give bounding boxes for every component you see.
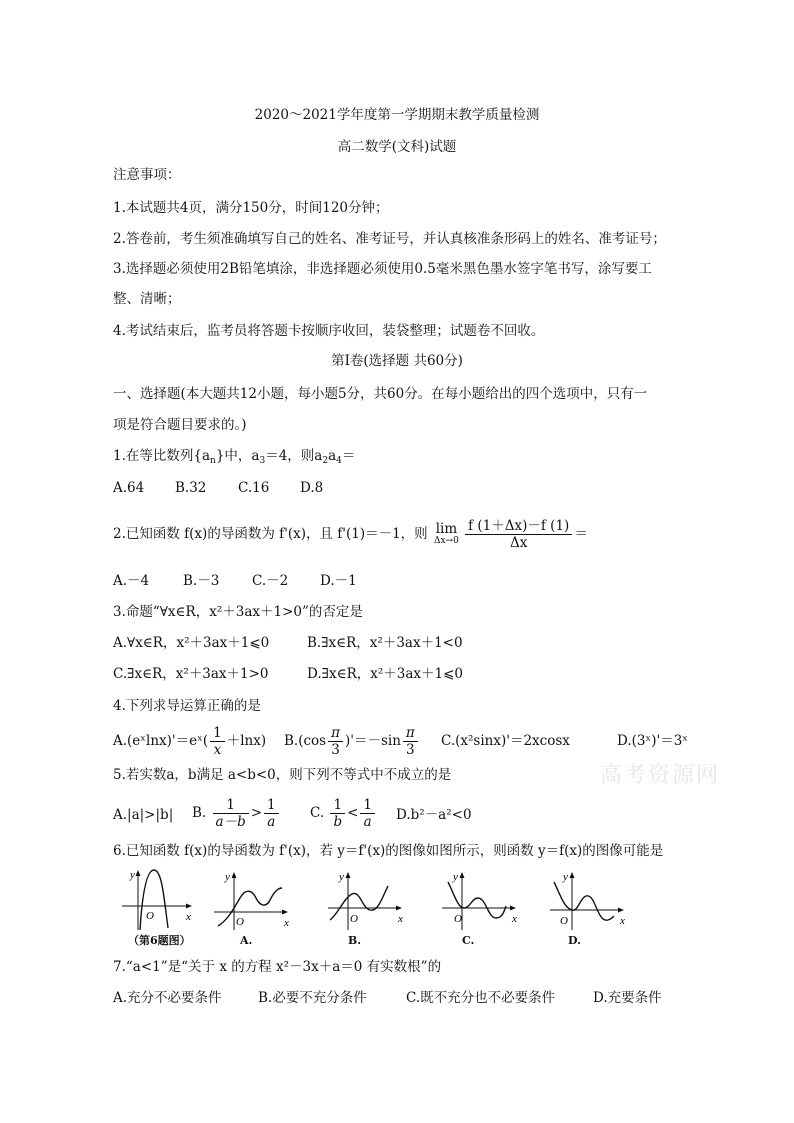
svg-text:x: x	[398, 913, 403, 925]
svg-text:y: y	[563, 871, 568, 883]
notice-item-4: 4.考试结束后，监考员将答题卡按顺序收回，装袋整理；试题卷不回收。	[113, 323, 545, 339]
svg-text:y: y	[453, 871, 458, 883]
svg-text:O: O	[350, 913, 358, 925]
q6-graph-a	[212, 868, 298, 932]
q5-option-c: C. $\frac{1}{b}$ < $\frac{1}{a}$	[310, 794, 377, 832]
q2-fraction: $\frac{f (1+\Delta x)-f (1)}{\Delta x}$	[465, 518, 572, 551]
question-2-stem: 2.已知函数 f(x)的导函数为 f'(x)，且 f'(1)＝－1，则 lim Δx→0 $\frac{f (1+\Delta x)-f (1)}{\Delta x}$ ＝	[113, 518, 588, 551]
q6-caption-d: D.	[568, 934, 581, 947]
question-4-stem: 4.下列求导运算正确的是	[113, 698, 261, 714]
limit-operator: lim Δx→0	[433, 520, 459, 546]
q2-option-a: A.－4	[113, 573, 150, 589]
svg-text:x: x	[512, 913, 517, 925]
q3-option-c: C.∃x∈R，x²＋3ax＋1>0	[113, 666, 269, 682]
q2-option-b: B.－3	[183, 573, 220, 589]
q5-option-b: B. $\frac{1}{a-b}$ > $\frac{1}{a}$	[192, 794, 281, 832]
svg-text:O: O	[560, 915, 568, 927]
notice-item-3: 3.选择题必须使用2B铅笔填涂，非选择题必须使用0.5毫米黑色墨水签字笔书写，涂写要工	[113, 261, 652, 277]
exam-title: 2020～2021学年度第一学期期末教学质量检测	[254, 107, 540, 123]
q6-figure-caption: （第6题图）	[128, 934, 191, 947]
section-instructions: 一、选择题(本大题共12小题，每小题5分，共60分。在每小题给出的四个选项中，只有一	[113, 386, 648, 402]
q2-option-d: D.－1	[320, 573, 357, 589]
section-title: 第Ⅰ卷(选择题 共60分)	[331, 353, 463, 369]
q6-caption-c: C.	[462, 934, 475, 947]
q2-option-c: C.－2	[252, 573, 289, 589]
notice-item-1: 1.本试题共4页，满分150分，时间120分钟；	[113, 200, 389, 216]
q3-option-a: A.∀x∈R，x²＋3ax＋1⩽0	[113, 635, 270, 651]
q4-option-a: A.(eˣlnx)'＝eˣ( $\frac{1}{x}$ ＋lnx)	[113, 725, 267, 758]
q7-option-b: B.必要不充分条件	[258, 990, 367, 1006]
svg-text:x: x	[284, 917, 289, 929]
q4-option-b: B.(cos $\frac{\pi}{3}$ )'＝－sin $\frac{\pi}{3}$	[284, 723, 420, 759]
q6-caption-a: A.	[240, 934, 253, 947]
q6-caption-b: B.	[348, 934, 362, 947]
svg-text:y: y	[339, 871, 344, 883]
q3-option-d: D.∃x∈R，x²＋3ax＋1⩽0	[307, 666, 463, 682]
q6-graph-b	[326, 868, 412, 932]
q5-option-d: D.b²－a²<0	[396, 807, 472, 823]
q6-derivative-graph	[120, 868, 196, 932]
q1-option-b: B.32	[175, 480, 207, 496]
axis-label-x: x	[186, 911, 191, 923]
question-3-stem: 3.命题“∀x∈R，x²＋3ax＋1>0”的否定是	[113, 604, 363, 620]
axis-label-y: y	[130, 869, 135, 881]
q7-option-d: D.充要条件	[593, 990, 662, 1006]
q6-graph-d	[548, 868, 634, 932]
watermark: 高考资源网	[600, 763, 721, 788]
notice-heading: 注意事项：	[113, 167, 181, 183]
svg-text:y: y	[225, 871, 230, 883]
svg-text:x: x	[620, 915, 625, 927]
question-7-stem: 7.“a<1”是“关于 x 的方程 x²－3x＋a＝0 有实数根”的	[113, 959, 442, 975]
notice-item-2: 2.答卷前，考生须准确填写自己的姓名、准考证号，并认真核准条形码上的姓名、准考证号；	[113, 231, 666, 247]
question-6-stem: 6.已知函数 f(x)的导函数为 f'(x)，若 y＝f'(x)的图像如图所示，则函数 y＝f(x)的图像可能是	[113, 843, 664, 859]
svg-text:O: O	[454, 913, 462, 925]
question-1-stem: 1.在等比数列$\{a_n\}$中，$a_3=4$，则$a_2a_4=$	[113, 448, 356, 466]
question-5-stem: 5.若实数a，b满足 a<b<0，则下列不等式中不成立的是	[113, 767, 452, 783]
q7-option-a: A.充分不必要条件	[113, 990, 222, 1006]
svg-text:O: O	[236, 916, 244, 928]
q1-option-d: D.8	[300, 480, 324, 496]
q3-option-b: B.∃x∈R，x²＋3ax＋1<0	[307, 635, 463, 651]
q6-graph-c	[440, 868, 526, 932]
exam-subtitle: 高二数学(文科)试题	[337, 139, 457, 155]
notice-item-3-cont: 整、清晰；	[113, 291, 181, 307]
q4-option-c: C.(x²sinx)'＝2xcosx	[441, 733, 570, 749]
q1-option-a: A.64	[113, 480, 145, 496]
q4-option-d: D.(3ˣ)'＝3ˣ	[617, 733, 689, 749]
q5-option-a: A.|a|>|b|	[113, 807, 174, 823]
q1-option-c: C.16	[238, 480, 270, 496]
origin-label: O	[146, 910, 154, 922]
q7-option-c: C.既不充分也不必要条件	[406, 990, 556, 1006]
section-instructions-cont: 项是符合题目要求的。)	[113, 417, 247, 433]
